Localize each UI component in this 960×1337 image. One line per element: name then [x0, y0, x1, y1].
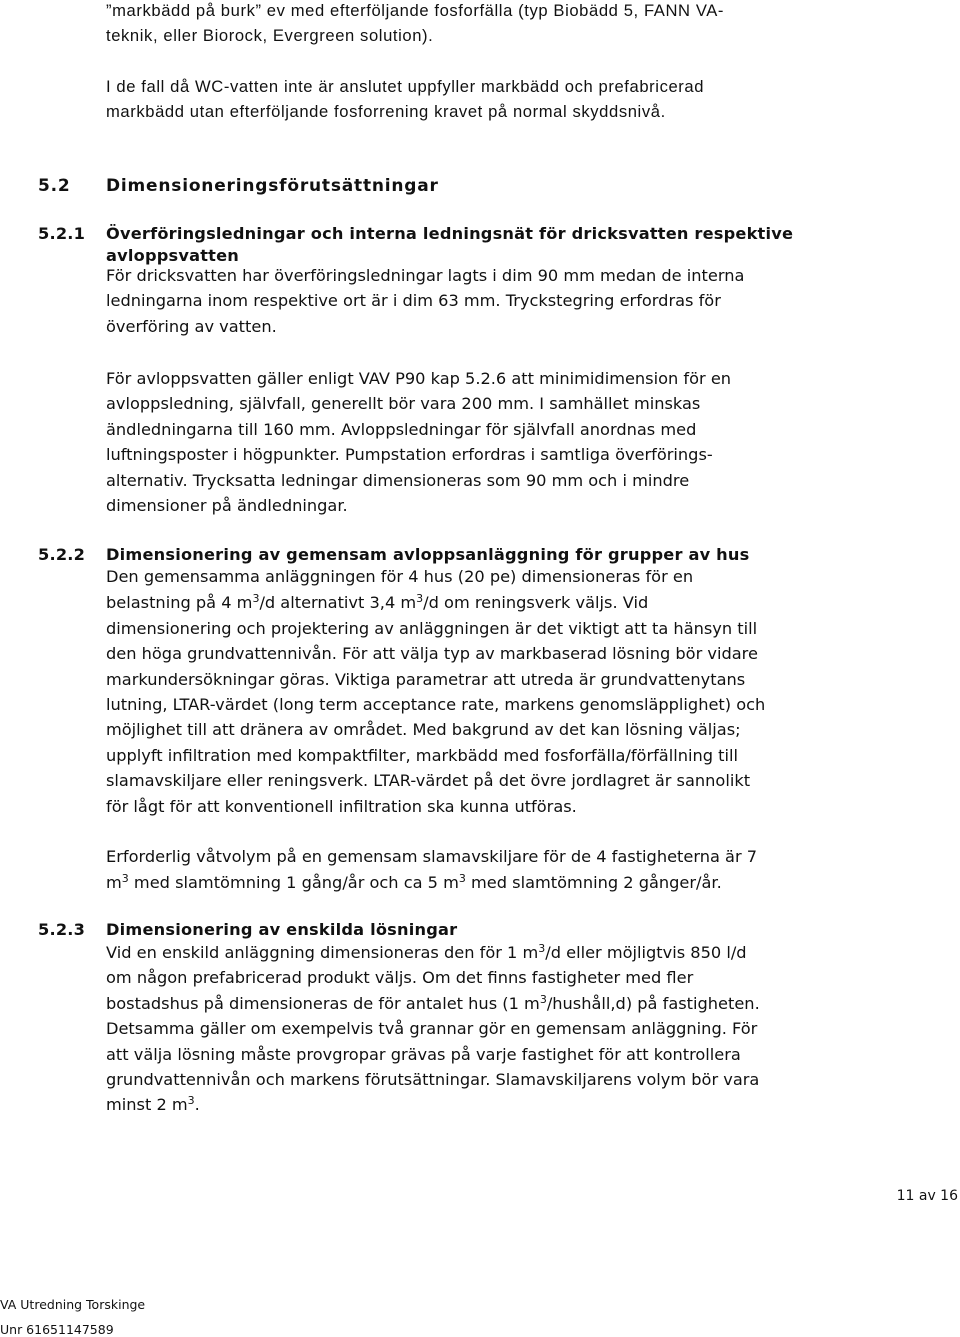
text-line: slamavskiljare eller reningsverk. LTAR-värdet på det övre jordlagret är sannolikt [106, 771, 751, 791]
paragraph [106, 564, 936, 819]
intro-line: markbädd utan efterföljande fosforrening kravet på normal skyddsnivå. [106, 102, 666, 122]
text-line [106, 991, 936, 1016]
section-title: Dimensioneringsförutsättningar [106, 176, 439, 196]
text: minst 2 m [106, 1095, 188, 1115]
paragraph [106, 263, 936, 339]
text-line: För avloppsvatten gäller enligt VAV P90 kap 5.2.6 att minimidimension för en [106, 369, 732, 388]
text: /d om reningsverk väljs. Vid [423, 593, 649, 613]
section-number: 5.2.3 [38, 920, 86, 939]
subsection-title-5-2-1 [106, 223, 936, 267]
text: m [106, 873, 122, 893]
text-line: dimensioner på ändledningar. [106, 496, 348, 516]
title-line: Överföringsledningar och interna ledningsnät för dricksvatten respektive [106, 224, 794, 243]
superscript: 3 [121, 872, 129, 886]
intro-paragraph [106, 74, 936, 125]
text: /hushåll,d) på fastigheten. [546, 993, 760, 1013]
text-line: markundersökningar göras. Viktiga parametrar att utreda är grundvattenytans [106, 669, 746, 689]
page-number: 11 av 16 [896, 1188, 958, 1204]
footer-unr: Unr 61651147589 [0, 1322, 114, 1337]
superscript: 3 [252, 592, 260, 606]
text: med slamtömning 2 gånger/år. [465, 873, 722, 893]
superscript: 3 [187, 1094, 195, 1108]
text-line: att välja lösning måste provgropar grävas på varje fastighet för att kontrollera [106, 1044, 741, 1064]
text-line: dimensionering och projektering av anläggningen är det viktigt att ta hänsyn till [106, 618, 758, 638]
text-line: Erforderlig våtvolym på en gemensam slamavskiljare för de 4 fastigheterna är 7 [106, 847, 758, 866]
superscript: 3 [458, 872, 466, 886]
text-line: Detsamma gäller om exempelvis två grannar gör en gemensam anläggning. För [106, 1019, 758, 1039]
text-line: för lågt för att konventionell infiltration ska kunna utföras. [106, 796, 577, 816]
text-line: ändledningarna till 160 mm. Avloppsledningar för självfall anordnas med [106, 419, 697, 439]
footer-title: VA Utredning Torskinge [0, 1297, 146, 1312]
text: Vid en enskild anläggning dimensioneras den för 1 m [106, 943, 539, 962]
intro-line: ”markbädd på burk” ev med efterföljande fosforfälla (typ Biobädd 5, FANN VA- [106, 1, 725, 20]
text-line: ledningarna inom respektive ort är i dim 63 mm. Tryckstegring erfordras för [106, 291, 721, 311]
text-line: För dricksvatten har överföringsledningar lagts i dim 90 mm medan de interna [106, 266, 745, 285]
text-line: lutning, LTAR-värdet (long term acceptance rate, markens genomsläpplighet) och [106, 695, 766, 715]
text-line: möjlighet till att dränera av området. Med bakgrund av det kan lösning väljas; [106, 720, 741, 740]
text: /d eller möjligtvis 850 l/d [545, 943, 747, 962]
intro-line: teknik, eller Biorock, Evergreen solution). [106, 26, 434, 46]
text-line: grundvattennivån och markens förutsättningar. Slamavskiljarens volym bör vara [106, 1070, 760, 1090]
text-line: upplyft infiltration med kompaktfilter, markbädd med fosforfälla/förfällning till [106, 745, 738, 765]
text: belastning på 4 m [106, 593, 253, 613]
intro-line: I de fall då WC-vatten inte är anslutet uppfyller markbädd och prefabricerad [106, 77, 705, 96]
paragraph [106, 366, 936, 518]
title-line: avloppsvatten [106, 245, 240, 265]
text-line [106, 1092, 936, 1117]
text-line: den höga grundvattennivån. För att välja typ av markbaserad lösning bör vidare [106, 644, 758, 664]
text: med slamtömning 1 gång/år och ca 5 m [128, 873, 459, 893]
text-line: luftningsposter i högpunkter. Pumpstation erfordras i samtliga överförings- [106, 445, 713, 465]
text-line: alternativ. Trycksatta ledningar dimensioneras som 90 mm och i mindre [106, 470, 690, 490]
subsection-title-5-2-3: Dimensionering av enskilda lösningar [106, 920, 458, 939]
paragraph [106, 940, 936, 1118]
superscript: 3 [416, 592, 424, 606]
text-line: överföring av vatten. [106, 316, 277, 336]
text: bostadshus på dimensioneras de för antalet hus (1 m [106, 993, 540, 1013]
text: . [194, 1095, 200, 1115]
text-line [106, 590, 936, 615]
text-line [106, 940, 936, 965]
text-line [106, 870, 936, 895]
section-number: 5.2.2 [38, 545, 86, 564]
text-line: om någon prefabricerad produkt väljs. Om det finns fastigheter med fler [106, 968, 694, 988]
section-number: 5.2.1 [38, 224, 86, 243]
text-line: Den gemensamma anläggningen för 4 hus (20 pe) dimensioneras för en [106, 567, 694, 586]
subsection-title-5-2-2: Dimensionering av gemensam avloppsanläggning för grupper av hus [106, 545, 750, 564]
section-number: 5.2 [38, 176, 71, 196]
superscript: 3 [538, 942, 546, 955]
text-line: avloppsledning, självfall, generellt bör vara 200 mm. I samhället minskas [106, 394, 701, 414]
text: /d alternativt 3,4 m [259, 593, 417, 613]
superscript: 3 [539, 992, 547, 1006]
intro-text [106, 0, 936, 49]
paragraph [106, 844, 936, 896]
